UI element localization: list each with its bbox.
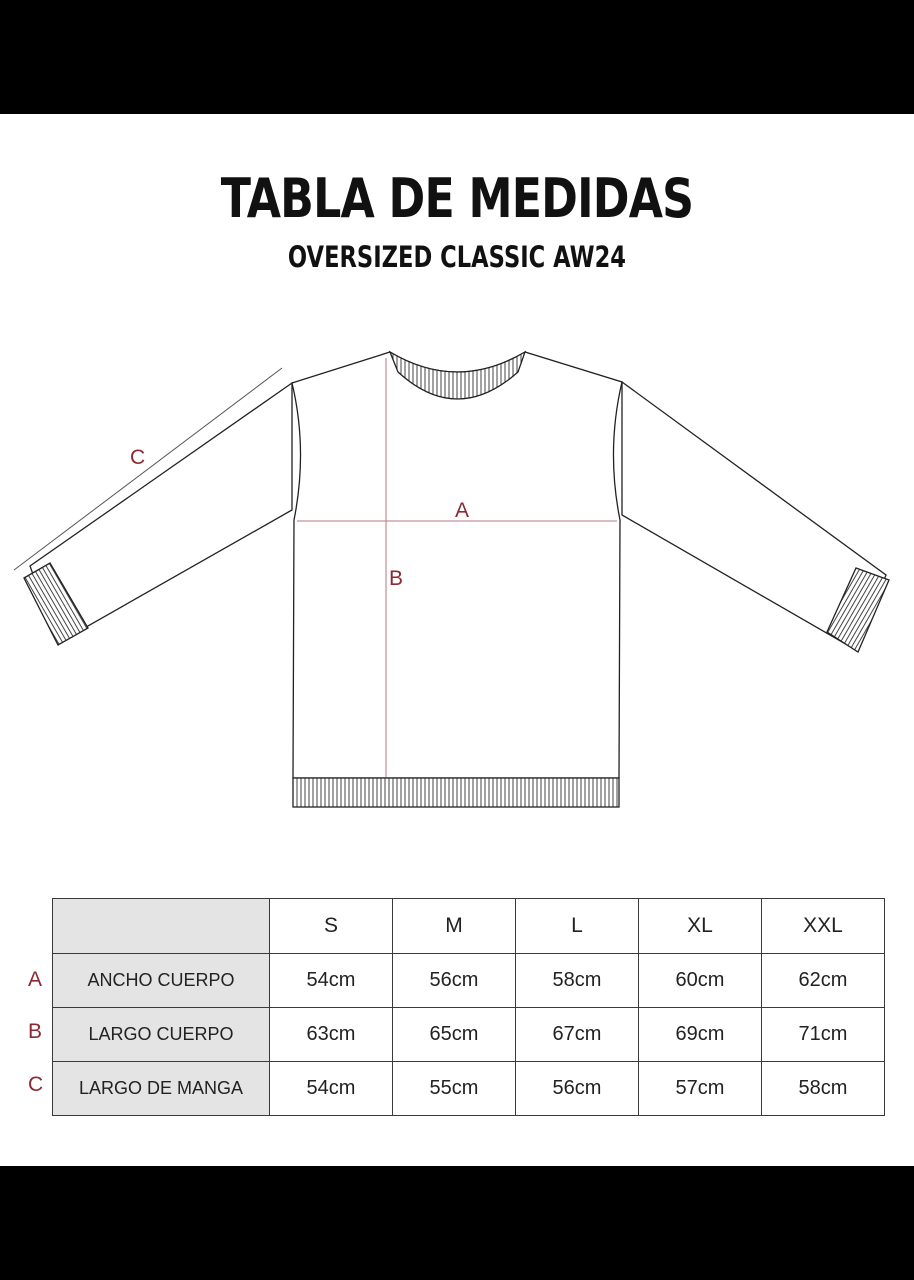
- table-cell: 54cm: [270, 954, 393, 1008]
- table-row: [53, 1062, 885, 1116]
- table-cell: 65cm: [393, 1008, 516, 1062]
- row-letter-b: B: [28, 1020, 43, 1043]
- table-header-row: [53, 899, 885, 954]
- hem-rib: [293, 778, 619, 807]
- table-cell: 57cm: [639, 1062, 762, 1116]
- bottom-black-band: [0, 1166, 914, 1280]
- dimension-label-a: A: [455, 499, 470, 522]
- table-cell: 55cm: [393, 1062, 516, 1116]
- table-cell: 60cm: [639, 954, 762, 1008]
- table-row: [53, 954, 885, 1008]
- table-cell: 63cm: [270, 1008, 393, 1062]
- table-row: [53, 1008, 885, 1062]
- table-cell: 54cm: [270, 1062, 393, 1116]
- dimension-label-b: B: [389, 567, 404, 590]
- table-cell: 58cm: [762, 1062, 885, 1116]
- table-cell: 56cm: [516, 1062, 639, 1116]
- sweater-diagram: [0, 330, 914, 820]
- size-header-s: S: [270, 899, 393, 954]
- table-cell: 67cm: [516, 1008, 639, 1062]
- page-subtitle: OVERSIZED CLASSIC AW24: [287, 240, 627, 274]
- size-header-l: L: [516, 899, 639, 954]
- dimension-label-c: C: [130, 446, 146, 469]
- size-table: [52, 898, 885, 1116]
- row-label-largo-de-manga: LARGO DE MANGA: [53, 1062, 270, 1116]
- table-corner-cell: [53, 899, 270, 954]
- row-letter-c: C: [28, 1073, 44, 1096]
- size-header-xl: XL: [639, 899, 762, 954]
- table-cell: 62cm: [762, 954, 885, 1008]
- table-cell: 56cm: [393, 954, 516, 1008]
- page-title: TABLA DE MEDIDAS: [220, 167, 694, 230]
- sweater-body: [292, 352, 622, 778]
- size-header-m: M: [393, 899, 516, 954]
- row-label-ancho-cuerpo: ANCHO CUERPO: [53, 954, 270, 1008]
- size-header-xxl: XXL: [762, 899, 885, 954]
- row-letter-a: A: [28, 968, 43, 991]
- top-black-band: [0, 0, 914, 114]
- table-cell: 71cm: [762, 1008, 885, 1062]
- row-label-largo-cuerpo: LARGO CUERPO: [53, 1008, 270, 1062]
- table-cell: 69cm: [639, 1008, 762, 1062]
- table-cell: 58cm: [516, 954, 639, 1008]
